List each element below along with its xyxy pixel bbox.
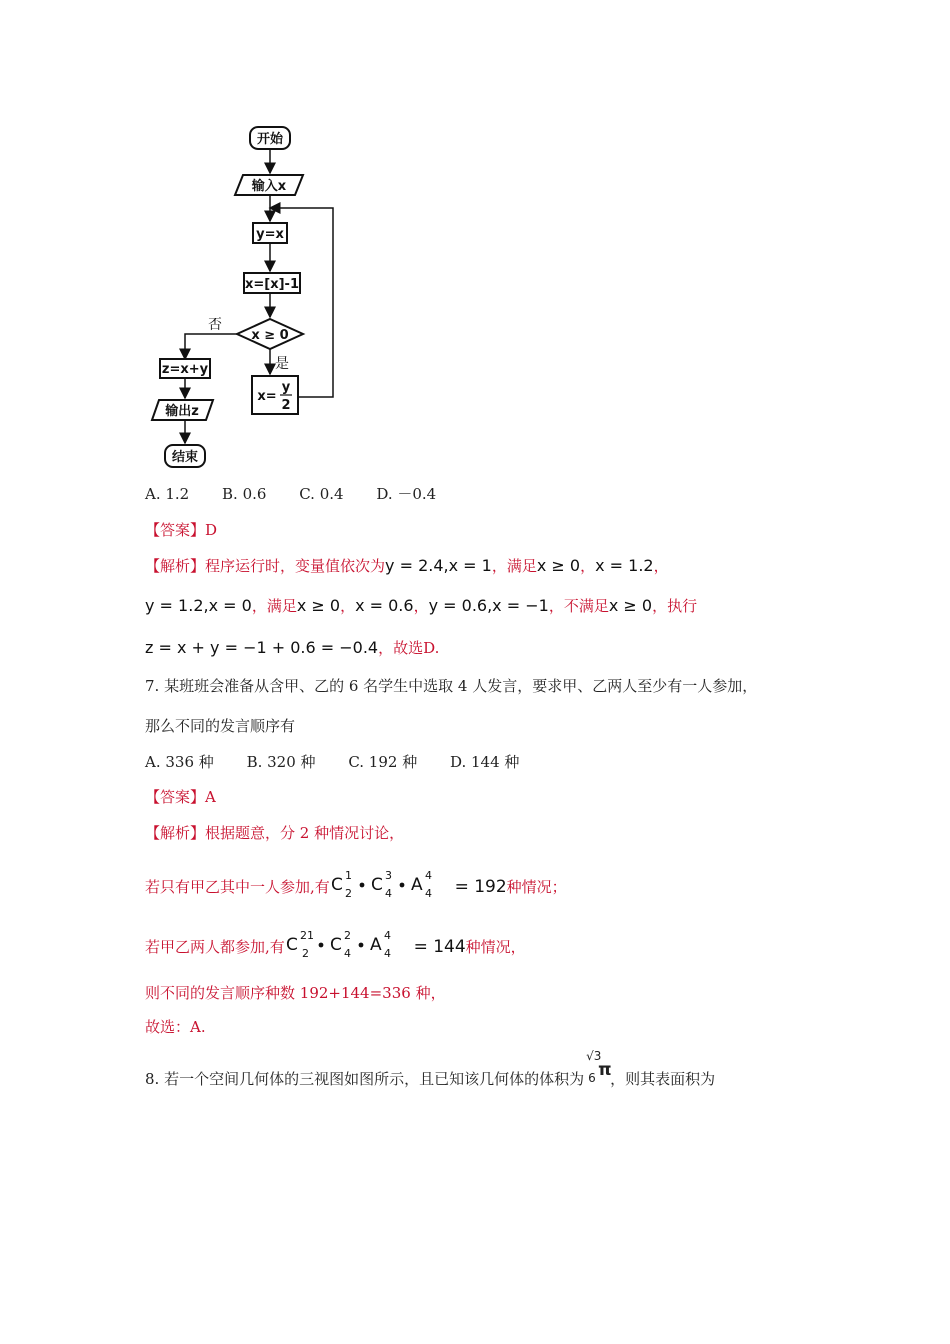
svg-text:1: 1 <box>344 870 352 882</box>
q7-case1-post: 种情况； <box>506 878 567 896</box>
q8-frac-num: √3 <box>586 1049 602 1063</box>
q6-analysis-text: ， <box>340 597 356 615</box>
q6-analysis-text: ，故选D. <box>378 639 440 657</box>
svg-text:C: C <box>329 935 342 955</box>
q7-analysis-line-1 <box>145 823 404 843</box>
end-text: 结束 <box>171 450 199 465</box>
q6-math: x = 1.2 <box>595 556 654 575</box>
input-text: 输入x <box>251 179 287 194</box>
half-x-den: 2 <box>281 398 291 413</box>
q6-math: y = 1.2,x = 0 <box>145 596 252 615</box>
q6-option-b: B. 0.6 <box>222 485 267 503</box>
q7-analysis-label: 【解析】 <box>145 824 206 842</box>
svg-text:2: 2 <box>343 930 351 942</box>
start-text: 开始 <box>256 132 284 147</box>
svg-text:4: 4 <box>424 870 432 882</box>
q8-stem <box>145 1049 716 1089</box>
q6-analysis-text: ，执行 <box>652 597 698 615</box>
q6-analysis-text: ， <box>580 557 596 575</box>
q7-case2-pre: 若甲乙两人都参加,有 <box>145 938 285 956</box>
q7-case2-eq: = 144 <box>413 937 466 957</box>
q6-math: y = 2.4,x = 1 <box>385 556 492 575</box>
q6-option-d: D. －0.4 <box>376 485 437 503</box>
q6-analysis-text: ，不满足 <box>548 597 609 615</box>
q6-option-a: A. 1.2 <box>145 485 190 503</box>
q7-answer-value: A <box>205 788 216 806</box>
q7-analysis-text: 根据题意，分 2 种情况讨论， <box>205 824 405 842</box>
q7-total: 则不同的发言顺序种数 192+144=336 种， <box>145 984 446 1002</box>
q7-option-c: C. 192 种 <box>348 753 418 771</box>
q6-analysis-line-3 <box>145 638 439 658</box>
q7-stem-2: 那么不同的发言顺序有 <box>145 717 296 735</box>
half-x-text: x= <box>257 389 277 404</box>
q7-option-a: A. 336 种 <box>145 753 214 771</box>
q7-case1-eq: = 192 <box>454 877 507 897</box>
svg-text:4: 4 <box>384 887 392 900</box>
q7-case1-pre: 若只有甲乙其中一人参加,有 <box>145 878 330 896</box>
q7-stem-1: 7. 某班班会准备从含甲、乙的 6 名学生中选取 4 人发言，要求甲、乙两人至少有一人参加， <box>145 677 758 695</box>
yes-label: 是 <box>275 356 289 372</box>
svg-text:A: A <box>410 875 423 895</box>
q6-analysis-text: ，满足 <box>251 597 297 615</box>
q7-answer-label: 【答案】 <box>145 788 206 806</box>
q7-case2-formula <box>286 930 414 960</box>
svg-text:21: 21 <box>299 930 314 942</box>
svg-text:4: 4 <box>424 887 432 900</box>
q7-case1-formula <box>331 870 455 900</box>
q6-analysis-text: ， <box>413 597 429 615</box>
svg-text:2: 2 <box>301 947 309 960</box>
flowchart <box>140 115 360 475</box>
q7-case-1 <box>145 870 567 900</box>
q6-answer-value: D <box>205 521 218 539</box>
q7-choose: 故选：A. <box>145 1018 206 1036</box>
q6-analysis-text: ，满足 <box>491 557 537 575</box>
q8-volume-fraction <box>584 1049 612 1086</box>
assign-z-text: z=x+y <box>161 362 209 377</box>
svg-text:2: 2 <box>344 887 352 900</box>
svg-text:3: 3 <box>384 870 392 882</box>
q6-math: x ≥ 0 <box>536 556 581 575</box>
half-x-num: y <box>281 380 291 395</box>
q7-option-b: B. 320 种 <box>246 753 316 771</box>
no-label: 否 <box>208 317 222 333</box>
q6-math: x ≥ 0 <box>296 596 341 615</box>
q8-pi: π <box>598 1060 612 1080</box>
q6-options <box>145 484 464 504</box>
q7-case-2 <box>145 930 526 960</box>
q6-option-c: C. 0.4 <box>299 485 344 503</box>
q6-analysis-line-2 <box>145 596 697 616</box>
q6-analysis-line-1 <box>145 556 669 576</box>
q6-analysis-label: 【解析】 <box>145 557 206 575</box>
q6-math: x = 0.6 <box>355 596 414 615</box>
q8-stem-pre: 8. 若一个空间几何体的三视图如图所示，且已知该几何体的体积为 <box>145 1070 585 1088</box>
assign-x-text: x=[x]-1 <box>245 277 299 292</box>
q6-answer <box>145 520 217 540</box>
q6-answer-label: 【答案】 <box>145 521 206 539</box>
svg-text:A: A <box>369 935 382 955</box>
q6-analysis-text: 程序运行时，变量值依次为 <box>205 557 386 575</box>
svg-text:C: C <box>370 875 383 895</box>
q8-stem-post: ，则其表面积为 <box>610 1070 716 1088</box>
q7-answer <box>145 787 216 807</box>
svg-text:4: 4 <box>343 947 351 960</box>
q7-options <box>145 752 547 772</box>
q6-math: z = x + y = −1 + 0.6 = −0.4 <box>145 638 379 657</box>
svg-text:4: 4 <box>383 930 391 942</box>
q6-math: y = 0.6,x = −1 <box>428 596 549 615</box>
q6-math: x ≥ 0 <box>608 596 653 615</box>
q8-frac-den: 6 <box>588 1071 596 1085</box>
output-text: 输出z <box>165 404 199 419</box>
svg-text:C: C <box>285 935 298 955</box>
assign-y-text: y=x <box>256 227 284 242</box>
condition-text: x ≥ 0 <box>251 328 289 343</box>
svg-text:C: C <box>330 875 343 895</box>
q6-analysis-text: ， <box>653 557 669 575</box>
q7-case2-post: 种情况， <box>465 938 526 956</box>
svg-text:4: 4 <box>383 947 391 960</box>
q7-option-d: D. 144 种 <box>449 753 520 771</box>
